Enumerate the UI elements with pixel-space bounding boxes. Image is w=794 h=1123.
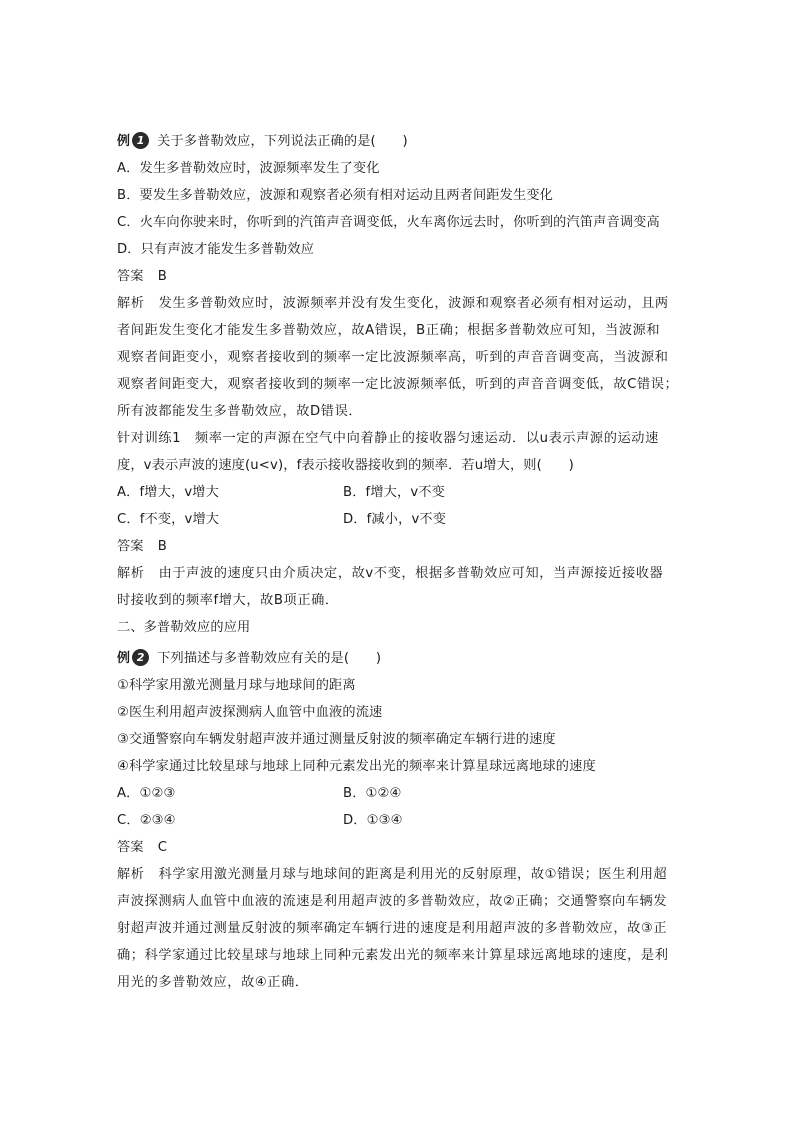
explanation-label: 解析: [117, 296, 145, 311]
explanation-line: 所有波都能发生多普勒效应，故D错误．: [117, 404, 363, 419]
explanation-line: 声波探测病人血管中血液的流速是利用超声波的多普勒效应，故②正确；交通警察向车辆发: [117, 894, 668, 909]
options-row: [117, 506, 687, 533]
explanation-text: 科学家用激光测量月球与地球间的距离是利用光的反射原理，故①错误；医生利用超: [158, 867, 668, 882]
question-text: 关于多普勒效应，下列说法正确的是( ): [157, 134, 408, 149]
option-c: C．f不变，v增大: [117, 512, 220, 527]
statement-item: ③交通警察向车辆发射超声波并通过测量反射波的频率确定车辆行进的速度: [117, 732, 556, 747]
answer-label: 答案: [117, 539, 144, 554]
example-1-question: [117, 128, 687, 155]
option-a: A．①②③: [117, 786, 176, 801]
answer-label: 答案: [117, 269, 144, 284]
explanation-line: 射超声波并通过测量反射波的频率确定车辆行进的速度是利用超声波的多普勒效应，故③正: [117, 921, 668, 936]
option-c: C．②③④: [117, 813, 176, 828]
statement-item: ①科学家用激光测量月球与地球间的距离: [117, 678, 356, 693]
explanation-label: 解析: [117, 867, 145, 882]
options-row: [117, 479, 687, 506]
answer-value: B: [157, 269, 167, 284]
training-question-line: 针对训练1 频率一定的声源在空气中向着静止的接收器匀速运动．以u表示声源的运动速: [117, 431, 659, 446]
explanation-text: 发生多普勒效应时，波源频率并没有发生变化，波源和观察者必须有相对运动，且两: [158, 296, 669, 311]
option-c: C．火车向你驶来时，你听到的汽笛声音调变低，火车离你远去时，你听到的汽笛声音调变高: [117, 215, 660, 230]
example-number-badge: 1: [132, 132, 149, 149]
example-label: 例: [117, 134, 131, 149]
explanation-line: [117, 861, 687, 888]
explanation-line: [117, 290, 687, 317]
explanation-line: 者间距发生变化才能发生多普勒效应，故A错误，B正确；根据多普勒效应可知，当波源和: [117, 323, 661, 338]
option-b: B．f增大，v不变: [343, 485, 445, 500]
options-row: [117, 807, 687, 834]
explanation-line: 观察者间距变小，观察者接收到的频率一定比波源频率高，听到的声音音调变高，当波源和: [117, 350, 669, 365]
option-d: D．①③④: [343, 813, 403, 828]
answer-value: B: [157, 539, 167, 554]
training-question-line: 度，v表示声波的速度(u<v)，f表示接收器接收到的频率．若u增大，则( ): [117, 458, 574, 473]
answer-value: C: [157, 840, 168, 855]
option-b: B．①②④: [343, 786, 402, 801]
option-b: B．要发生多普勒效应，波源和观察者必须有相对运动且两者间距发生变化: [117, 188, 553, 203]
options-row: [117, 780, 687, 807]
explanation-line: 时接收到的频率f增大，故B项正确．: [117, 593, 339, 608]
answer-line: [117, 834, 687, 861]
explanation-line: [117, 560, 687, 587]
explanation-line: 确；科学家通过比较星球与地球上同种元素发出光的频率来计算星球远离地球的速度，是利: [117, 948, 669, 963]
statement-item: ②医生利用超声波探测病人血管中血液的流速: [117, 705, 383, 720]
option-a: A．发生多普勒效应时，波源频率发生了变化: [117, 161, 380, 176]
option-d: D．f减小，v不变: [343, 512, 447, 527]
answer-label: 答案: [117, 840, 144, 855]
answer-line: [117, 263, 687, 290]
explanation-line: 用光的多普勒效应，故④正确．: [117, 975, 309, 990]
option-d: D．只有声波才能发生多普勒效应: [117, 242, 315, 257]
answer-line: [117, 533, 687, 560]
section-heading: 二、多普勒效应的应用: [117, 620, 251, 635]
explanation-label: 解析: [117, 566, 145, 581]
explanation-line: 观察者间距变大，观察者接收到的频率一定比波源频率低，听到的声音音调变低，故C错误；: [117, 377, 679, 392]
document-page: [117, 128, 687, 996]
explanation-text: 由于声波的速度只由介质决定，故v不变，根据多普勒效应可知，当声源接近接收器: [158, 566, 664, 581]
statement-item: ④科学家通过比较星球与地球上同种元素发出光的频率来计算星球远离地球的速度: [117, 759, 596, 774]
example-number-badge: 2: [132, 649, 149, 666]
question-text: 下列描述与多普勒效应有关的是( ): [157, 651, 382, 666]
example-label: 例: [117, 651, 131, 666]
option-a: A．f增大，v增大: [117, 485, 219, 500]
example-2-question: [117, 645, 687, 672]
